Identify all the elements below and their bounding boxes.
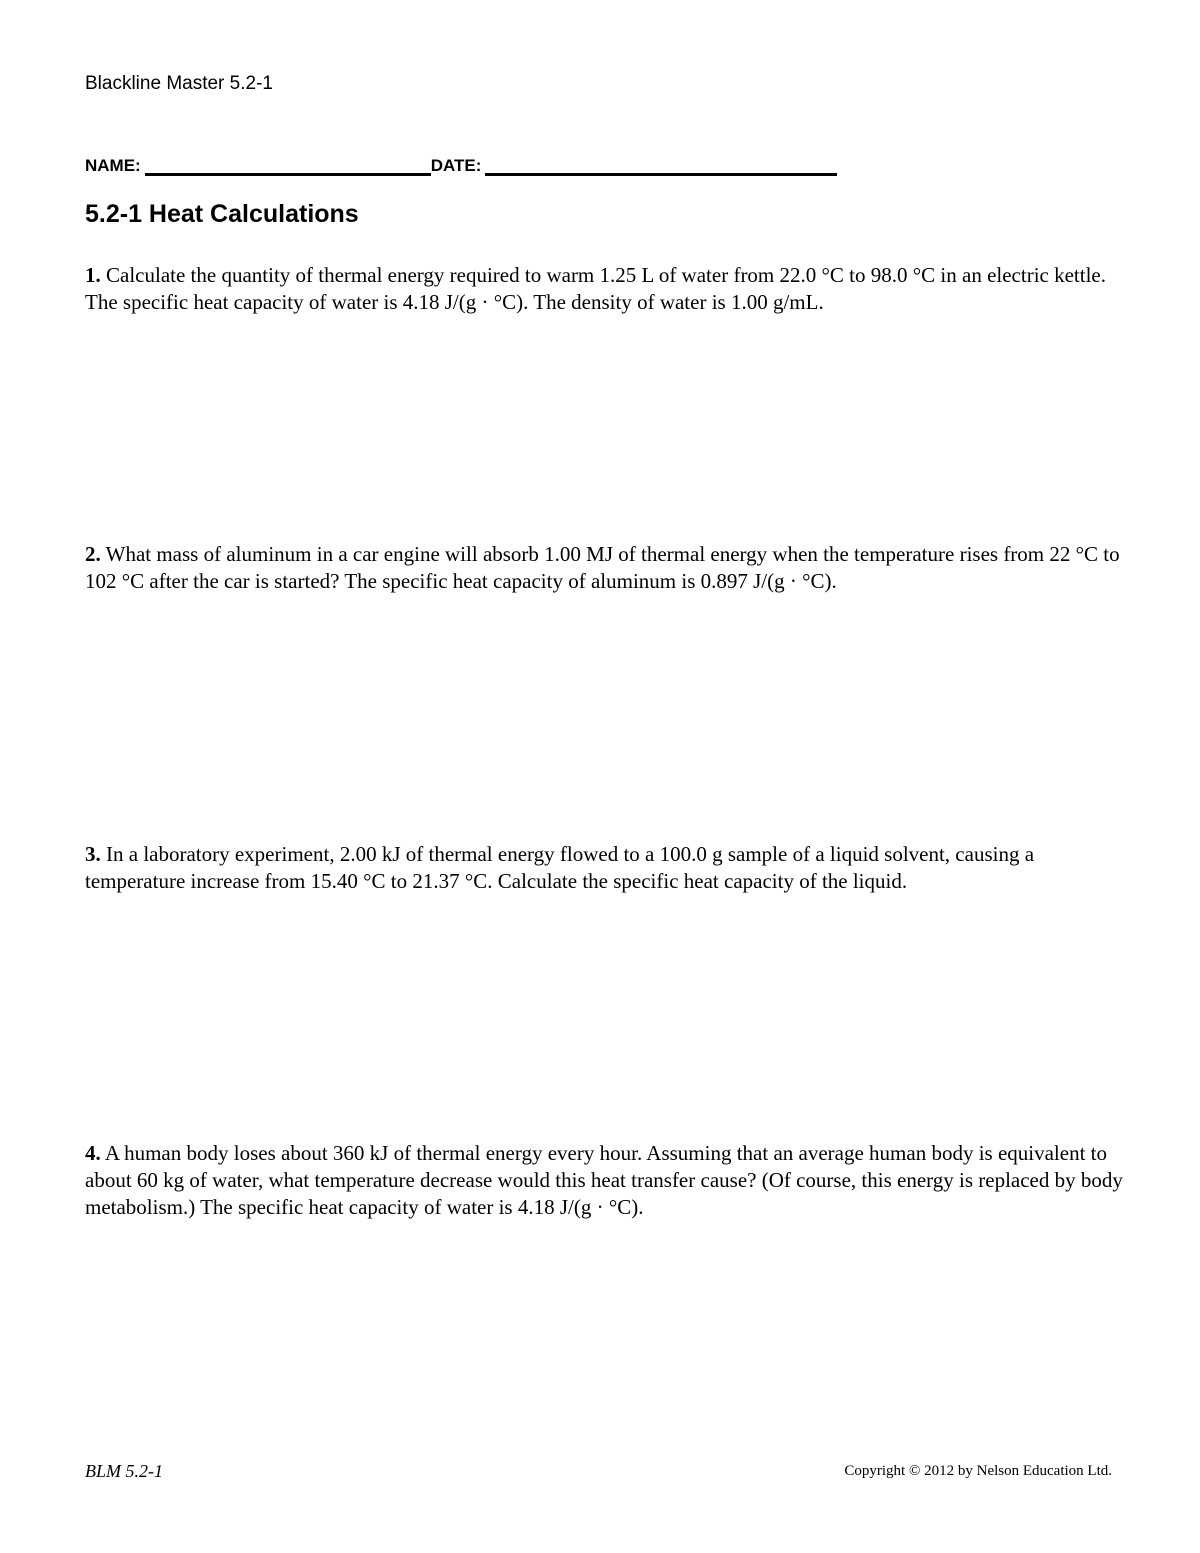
question-number: 2. (85, 542, 101, 566)
question-number: 4. (85, 1141, 101, 1165)
question-4 (85, 1140, 1125, 1221)
question-1 (85, 262, 1125, 316)
worksheet-title: 5.2-1 Heat Calculations (85, 200, 359, 228)
footer-copyright: Copyright © 2012 by Nelson Education Ltd. (844, 1463, 1112, 1479)
footer-blm-label: BLM 5.2-1 (85, 1461, 163, 1481)
question-text: In a laboratory experiment, 2.00 kJ of thermal energy flowed to a 100.0 g sample of a liquid solvent, causing a temperature increase from 15.40 °C to 21.37 °C. Calculate the specific heat capacity of the liquid. (85, 842, 1035, 893)
date-label: DATE: (430, 156, 482, 175)
question-text: What mass of aluminum in a car engine will absorb 1.00 MJ of thermal energy when the temperature rises from 22 °C to 102 °C after the car is started? The specific heat capacity of aluminum is 0.897 J/(g · °C). (85, 542, 1120, 593)
name-blank-line (145, 155, 431, 176)
date-blank-line (485, 155, 837, 176)
name-date-row (85, 155, 837, 176)
question-2 (85, 541, 1125, 595)
question-text: Calculate the quantity of thermal energy required to warm 1.25 L of water from 22.0 °C to 98.0 °C in an electric kettle. The specific heat capacity of water is 4.18 J/(g · °C). The density of water is 1.00 g/mL. (85, 263, 1106, 314)
question-3 (85, 841, 1125, 895)
name-label: NAME: (85, 156, 141, 175)
question-text: A human body loses about 360 kJ of thermal energy every hour. Assuming that an average human body is equivalent to about 60 kg of water, what temperature decrease would this heat transfer cause? (Of course, this energy is replaced by body metabolism.) The specific heat capacity of water is 4.18 J/(g · °C). (85, 1141, 1123, 1219)
blackline-master-label: Blackline Master 5.2-1 (85, 73, 273, 94)
question-number: 1. (85, 263, 101, 287)
question-number: 3. (85, 842, 101, 866)
